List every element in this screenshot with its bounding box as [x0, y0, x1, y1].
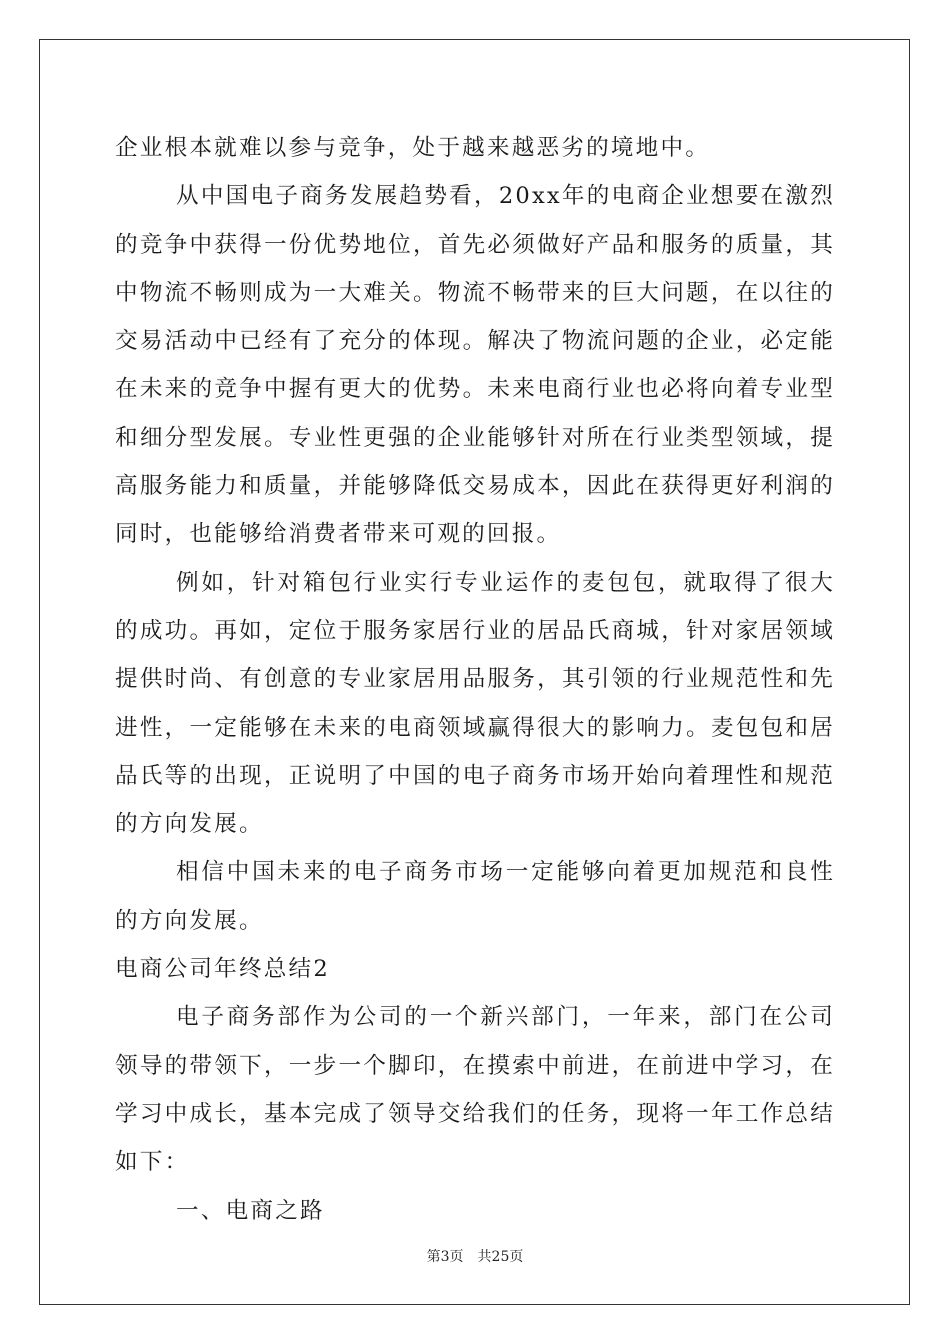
page-total: 共25页 [477, 1249, 524, 1265]
paragraph-4: 相信中国未来的电子商务市场一定能够向着更加规范和良性的方向发展。 [115, 859, 835, 934]
section-heading: 电商公司年终总结2 [115, 956, 330, 983]
paragraph-1: 企业根本就难以参与竞争，处于越来越恶劣的境地中。 [115, 135, 711, 161]
paragraph-2: 从中国电子商务发展趋势看，20xx年的电商企业想要在激烈的竞争中获得一份优势地位，首先必须做好产品和服务的质量，其中物流不畅则成为一大难关。物流不畅带来的巨大问题，在以往的交易活动中已经有了充分的体现。解决了物流问题的企业，必定能在未来的竞争中握有更大的优势。未来电商行业也必将向着专业型和细分型发展。专业性更强的企业能够针对所在行业类型领域，提高服务能力和质量，并能够降低交易成本，因此在获得更好利润的同时，也能够给消费者带来可观的回报。 [115, 183, 835, 548]
page-footer [0, 1246, 950, 1266]
document-body [115, 124, 835, 1235]
page-number: 第3页 [426, 1249, 464, 1265]
paragraph-3: 例如，针对箱包行业实行专业运作的麦包包，就取得了很大的成功。再如，定位于服务家居行业的居品氏商城，针对家居领域提供时尚、有创意的专业家居用品服务，其引领的行业规范性和先进性，一定能够在未来的电商领域赢得很大的影响力。麦包包和居品氏等的出现，正说明了中国的电子商务市场开始向着理性和规范的方向发展。 [115, 569, 835, 838]
subsection-heading: 一、电商之路 [176, 1197, 325, 1224]
paragraph-5: 电子商务部作为公司的一个新兴部门，一年来，部门在公司领导的带领下，一步一个脚印，在摸索中前进，在前进中学习，在学习中成长，基本完成了领导交给我们的任务，现将一年工作总结如下： [115, 1004, 835, 1176]
